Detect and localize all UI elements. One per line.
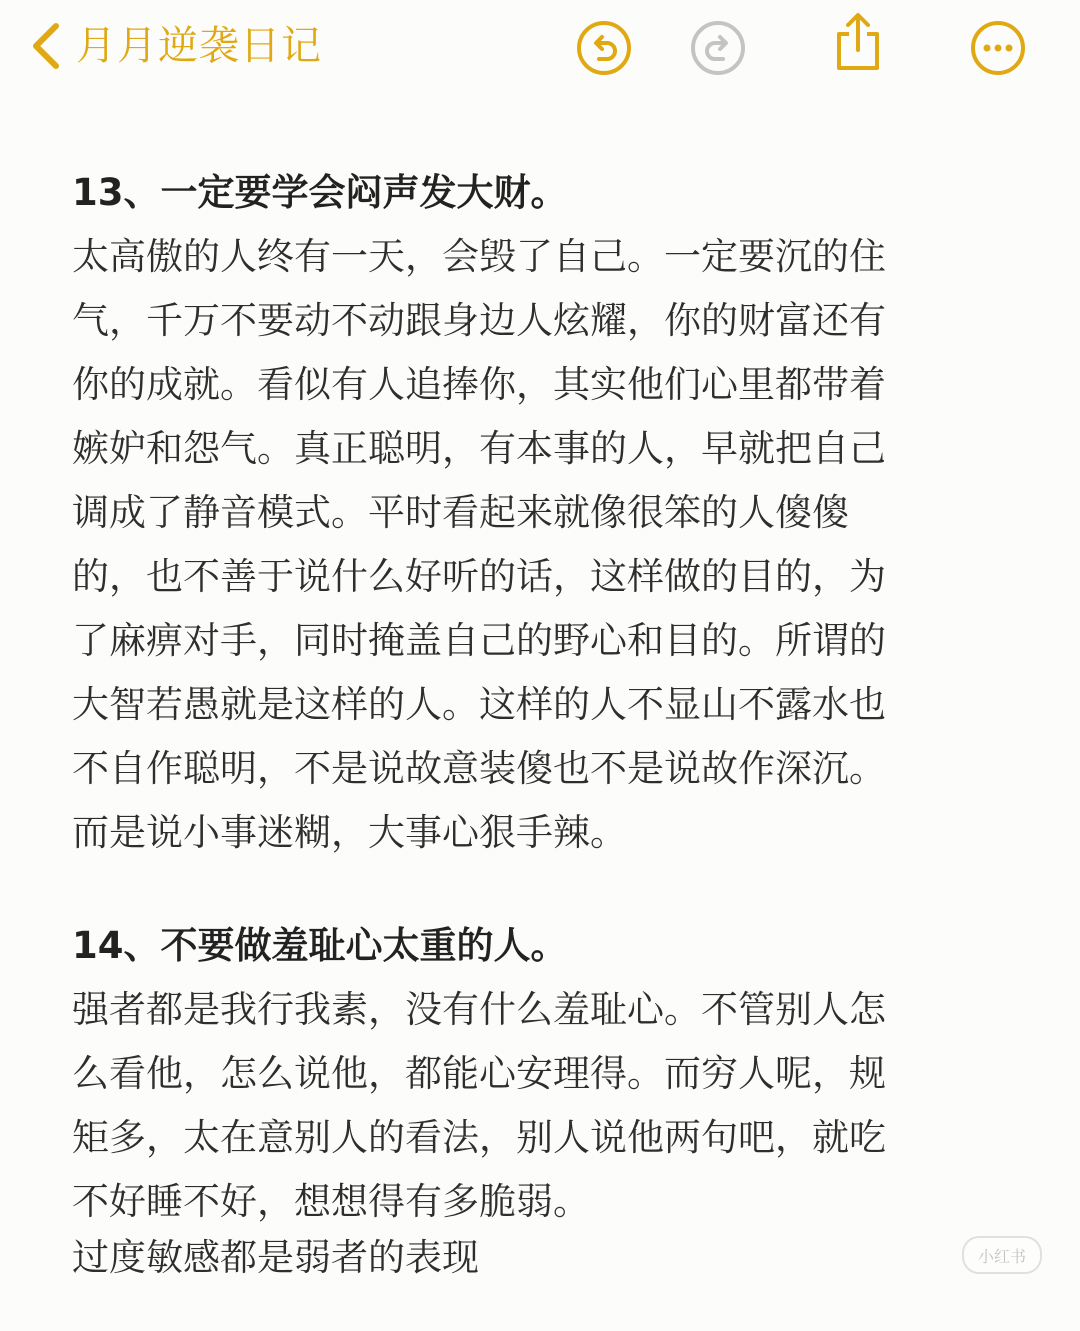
redo-icon	[689, 19, 747, 77]
paragraph-line: 不自作聪明，不是说故意装傻也不是说故作深沉。	[72, 747, 886, 790]
paragraph-line: 而是说小事迷糊，大事心狠手辣。	[72, 811, 627, 854]
back-label: 月月逆袭日记	[76, 23, 322, 69]
watermark-logo: 小红书	[962, 1236, 1042, 1274]
paragraph-line: 气，千万不要动不动跟身边人炫耀，你的财富还有	[72, 299, 886, 342]
paragraph-line: 么看他，怎么说他，都能心安理得。而穷人呢，规	[72, 1052, 886, 1095]
undo-button[interactable]	[574, 18, 634, 78]
section-14-heading: 14、不要做羞耻心太重的人。	[72, 924, 568, 967]
note-toolbar	[0, 0, 1080, 100]
paragraph-line: 调成了静音模式。平时看起来就像很笨的人傻傻	[72, 491, 849, 534]
more-icon	[969, 19, 1027, 77]
section-14-paragraph	[72, 978, 992, 1234]
closing-line: 过度敏感都是弱者的表现	[72, 1236, 479, 1279]
more-button[interactable]	[968, 18, 1028, 78]
back-button[interactable]	[28, 16, 322, 76]
section-13-paragraph	[72, 225, 992, 865]
paragraph-line: 你的成就。看似有人追捧你，其实他们心里都带着	[72, 363, 886, 406]
paragraph-line: 了麻痹对手，同时掩盖自己的野心和目的。所谓的	[72, 619, 886, 662]
paragraph-line: 的，也不善于说什么好听的话，这样做的目的，为	[72, 555, 886, 598]
section-13-heading: 13、一定要学会闷声发大财。	[72, 171, 568, 214]
share-icon	[831, 10, 885, 74]
paragraph-line: 矩多，太在意别人的看法，别人说他两句吧，就吃	[72, 1116, 886, 1159]
paragraph-line: 大智若愚就是这样的人。这样的人不显山不露水也	[72, 683, 886, 726]
paragraph-line: 嫉妒和怨气。真正聪明，有本事的人，早就把自己	[72, 427, 886, 470]
chevron-left-icon	[28, 20, 62, 72]
paragraph-line: 太高傲的人终有一天，会毁了自己。一定要沉的住	[72, 235, 886, 278]
share-button[interactable]	[828, 12, 888, 72]
redo-button[interactable]	[688, 18, 748, 78]
paragraph-line: 不好睡不好，想想得有多脆弱。	[72, 1180, 590, 1223]
undo-icon	[575, 19, 633, 77]
paragraph-line: 强者都是我行我素，没有什么羞耻心。不管别人怎	[72, 988, 886, 1031]
